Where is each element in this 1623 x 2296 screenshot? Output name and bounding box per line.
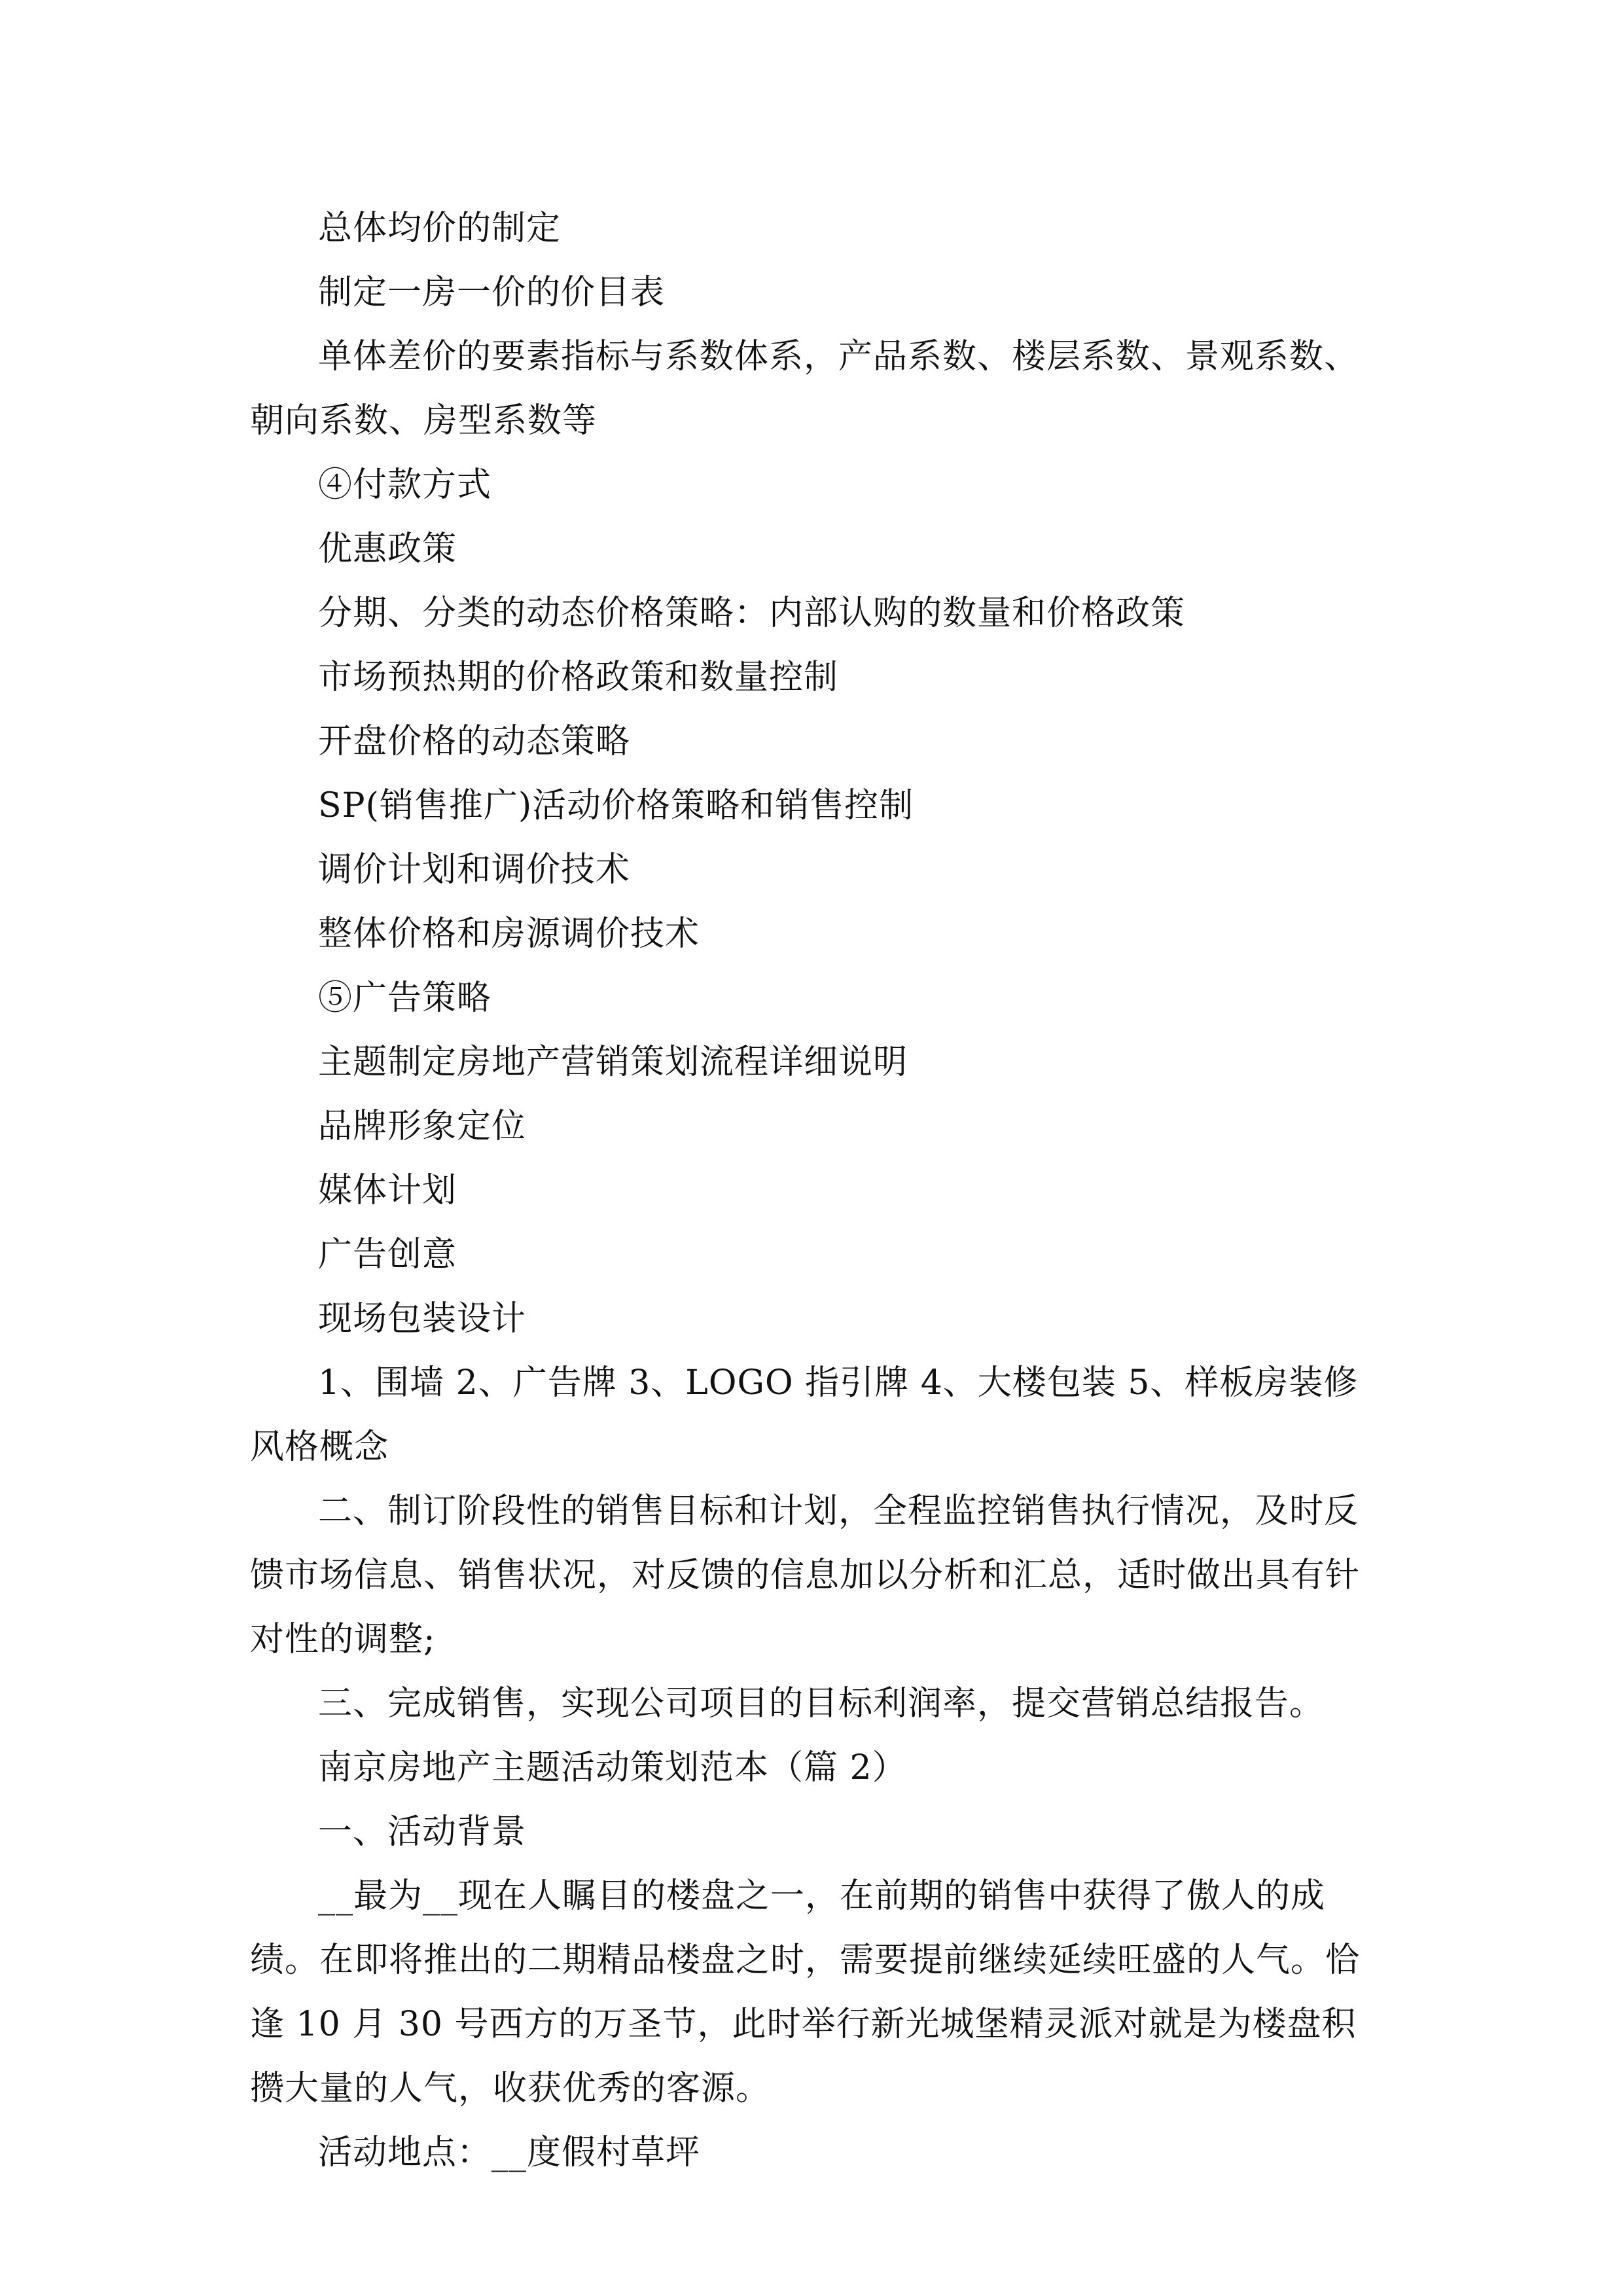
paragraph-payment-method: ④付款方式	[318, 465, 492, 505]
paragraph-activity-background-heading: 一、活动背景	[318, 1812, 527, 1852]
paragraph-site-packaging: 现场包装设计	[318, 1299, 527, 1338]
paragraph-sales-targets: 二、制订阶段性的销售目标和计划，全程监控销售执行情况，及时反馈市场信息、销售状况，对反馈的信息加以分析和汇总，适时做出具有针对性的调整;	[250, 1492, 1361, 1659]
paragraph-advertising-strategy: ⑤广告策略	[318, 978, 492, 1018]
paragraph-theme-setting: 主题制定房地产营销策划流程详细说明	[318, 1043, 908, 1082]
paragraph-price-adjustment-plan: 调价计划和调价技术	[318, 850, 631, 889]
paragraph-media-plan: 媒体计划	[318, 1171, 457, 1210]
paragraph-price-list: 制定一房一价的价目表	[318, 273, 666, 312]
paragraph-activity-background: __最为__现在人瞩目的楼盘之一，在前期的销售中获得了傲人的成绩。在即将推出的二期精品楼盘之时，需要提前继续延续旺盛的人气。恰逢 10 月 30 号西方的万圣节，此时举行新光城堡精灵派对就是为楼盘积攒大量的人气，收获优秀的客源。	[250, 1876, 1361, 2108]
paragraph-activity-location: 活动地点：__度假村草坪	[318, 2133, 701, 2172]
paragraph-overall-adjustment: 整体价格和房源调价技术	[318, 914, 700, 954]
paragraph-sp-pricing: SP(销售推广)活动价格策略和销售控制	[318, 786, 914, 825]
paragraph-complete-sales: 三、完成销售，实现公司项目的目标利润率，提交营销总结报告。	[318, 1684, 1325, 1723]
paragraph-price-coefficients: 单体差价的要素指标与系数体系，产品系数、楼层系数、景观系数、朝向系数、房型系数等	[250, 337, 1359, 440]
paragraph-discount-policy: 优惠政策	[318, 529, 457, 569]
paragraph-packaging-items: 1、围墙 2、广告牌 3、LOGO 指引牌 4、大楼包装 5、样板房装修风格概念	[250, 1363, 1359, 1467]
paragraph-opening-pricing: 开盘价格的动态策略	[318, 722, 631, 761]
paragraph-section-title: 南京房地产主题活动策划范本（篇 2）	[318, 1748, 907, 1787]
paragraph-brand-positioning: 品牌形象定位	[318, 1107, 527, 1146]
paragraph-overall-average-price: 总体均价的制定	[318, 209, 562, 248]
paragraph-dynamic-pricing: 分期、分类的动态价格策略：内部认购的数量和价格政策	[318, 594, 1186, 633]
paragraph-ad-creative: 广告创意	[318, 1235, 457, 1274]
document-body	[250, 196, 1376, 2185]
paragraph-preheat-pricing: 市场预热期的价格政策和数量控制	[318, 658, 839, 697]
